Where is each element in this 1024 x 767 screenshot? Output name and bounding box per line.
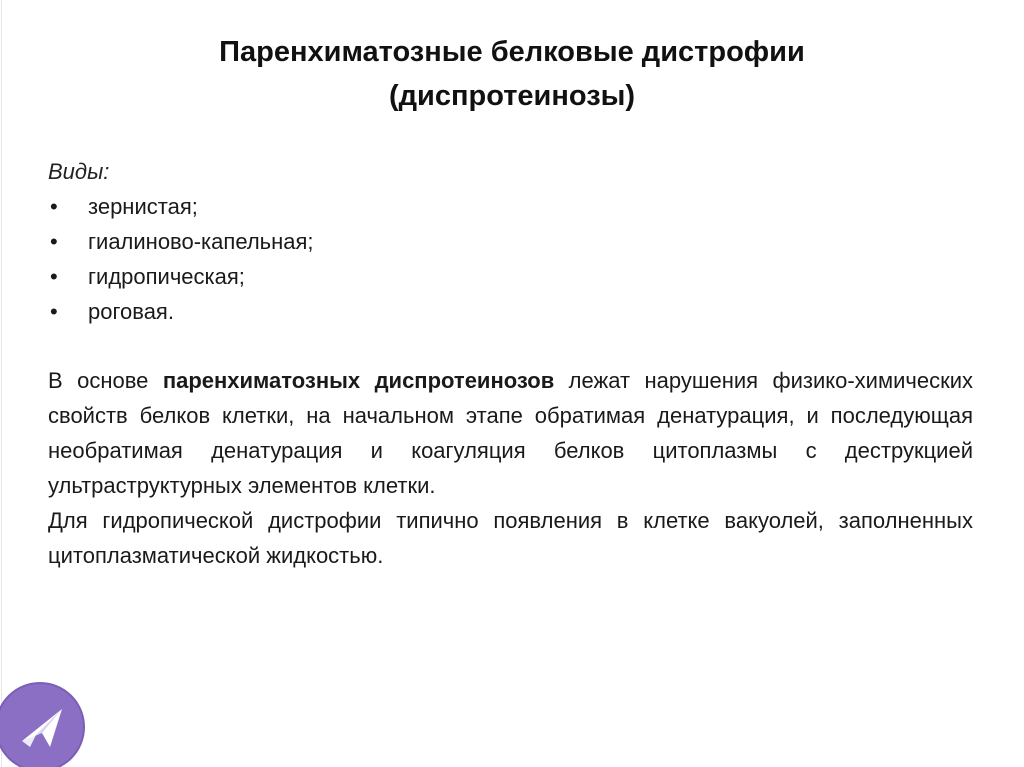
types-list xyxy=(48,189,314,329)
paragraph-mechanism xyxy=(48,363,973,503)
title-line-2: (диспротеинозы) xyxy=(388,80,636,112)
body-text xyxy=(48,363,973,573)
bullet-icon: • xyxy=(50,229,58,254)
paragraph-hydropic: Для гидропической дистрофии типично появления в клетке вакуолей, заполненных цитоплазматической жидкостью. xyxy=(48,508,973,568)
list-item xyxy=(48,259,314,294)
list-item-label: зернистая; xyxy=(88,194,198,219)
list-item xyxy=(48,294,314,329)
list-item-label: гидропическая; xyxy=(88,264,245,289)
list-item-label: роговая. xyxy=(88,299,174,324)
types-heading: Виды: xyxy=(48,159,110,184)
list-item-label: гиалиново-капельная; xyxy=(88,229,314,254)
slide-title xyxy=(60,30,964,118)
paragraph-mechanism-rest: лежат нарушения физико-химических свойств белков клетки, на начальном этапе обратимая денатурация, и последующая необратимая денатурация и коагуляция белков цитоплазмы с деструкцией ультраструктурных элементов клетки. xyxy=(48,368,973,498)
types-section xyxy=(48,154,314,329)
list-item xyxy=(48,189,314,224)
paper-plane-logo-icon[interactable] xyxy=(0,681,86,767)
slide-border xyxy=(1,0,2,767)
bullet-icon: • xyxy=(50,264,58,289)
bullet-icon: • xyxy=(50,194,58,219)
list-item xyxy=(48,224,314,259)
paragraph-mechanism-term: паренхиматозных диспротеинозов xyxy=(162,368,555,393)
title-line-1: Паренхиматозные белковые дистрофии xyxy=(219,36,805,68)
paragraph-mechanism-start: В основе xyxy=(48,368,163,393)
bullet-icon: • xyxy=(50,299,58,324)
